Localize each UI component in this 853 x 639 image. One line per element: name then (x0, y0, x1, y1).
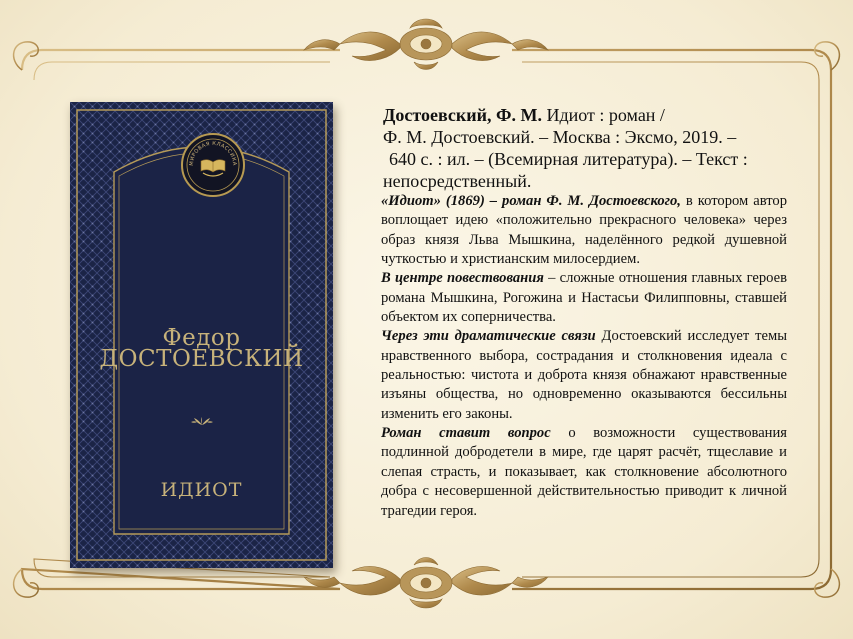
open-book-icon (201, 160, 225, 176)
annotation-lead: Роман ставит вопрос (381, 425, 551, 442)
annotation-lead: В центре повествования (381, 270, 544, 287)
bottom-ornament (304, 558, 548, 609)
annotation-text: – сложные отношения главных героев романа Мышкина, Рогожина и Настасьи Филипповны, ставшей объектом их соперничества. (381, 270, 787, 326)
annotation-lead: Через эти драматические связи (381, 328, 596, 345)
annotation-lead: «Идиот» (1869) – роман Ф. М. Достоевского, (381, 193, 681, 209)
annotation-text: в котором автор воплощает идею «положительно прекрасного человека» через образ князя Льва Мышкина, наделённого редкой душевной чуткостью и христианским милосердием. (381, 193, 787, 268)
citation-title: Идиот : роман / (546, 105, 665, 125)
series-emblem-text: МИРОВАЯ КЛАССИКА (188, 140, 238, 166)
citation-author: Достоевский, Ф. М. (383, 105, 542, 125)
annotation-paragraph (381, 424, 787, 521)
laurel-icon (190, 413, 214, 427)
cover-book-title: ИДИОТ (160, 479, 243, 501)
annotation-paragraph (381, 192, 787, 269)
annotation-text: о возможности существования подлинной добродетели в мире, где царят расчёт, тщеславие и слепая страсть, и показывает, как столкновение абсолютного добра с несовершенной действительностью приводит к личной трагедии героя. (381, 425, 788, 519)
citation-medium: непосредственный. (383, 171, 532, 191)
citation-publisher: Ф. М. Достоевский. – Москва : Эксмо, 2019. – (383, 127, 737, 147)
annotation-text: Достоевский исследует темы нравственного выбора, сострадания и столкновения идеала с реальностью: чистота и доброта князя обнажают нравственные изъяны общества, но одновременно оказываются бессильны изменить его законы. (381, 328, 787, 422)
cover-author-first-name: Федор (162, 325, 241, 351)
book-annotation (381, 192, 787, 521)
cover-author-last-name: ДОСТОЕВСКИЙ (99, 346, 304, 372)
bibliographic-citation (383, 104, 803, 192)
top-ornament (304, 19, 548, 70)
series-emblem (181, 133, 245, 197)
annotation-paragraph (381, 327, 787, 424)
citation-pages: 640 с. : ил. – (Всемирная литература). – Текст : (389, 149, 748, 169)
annotation-paragraph (381, 269, 787, 327)
book-cover (70, 102, 333, 568)
